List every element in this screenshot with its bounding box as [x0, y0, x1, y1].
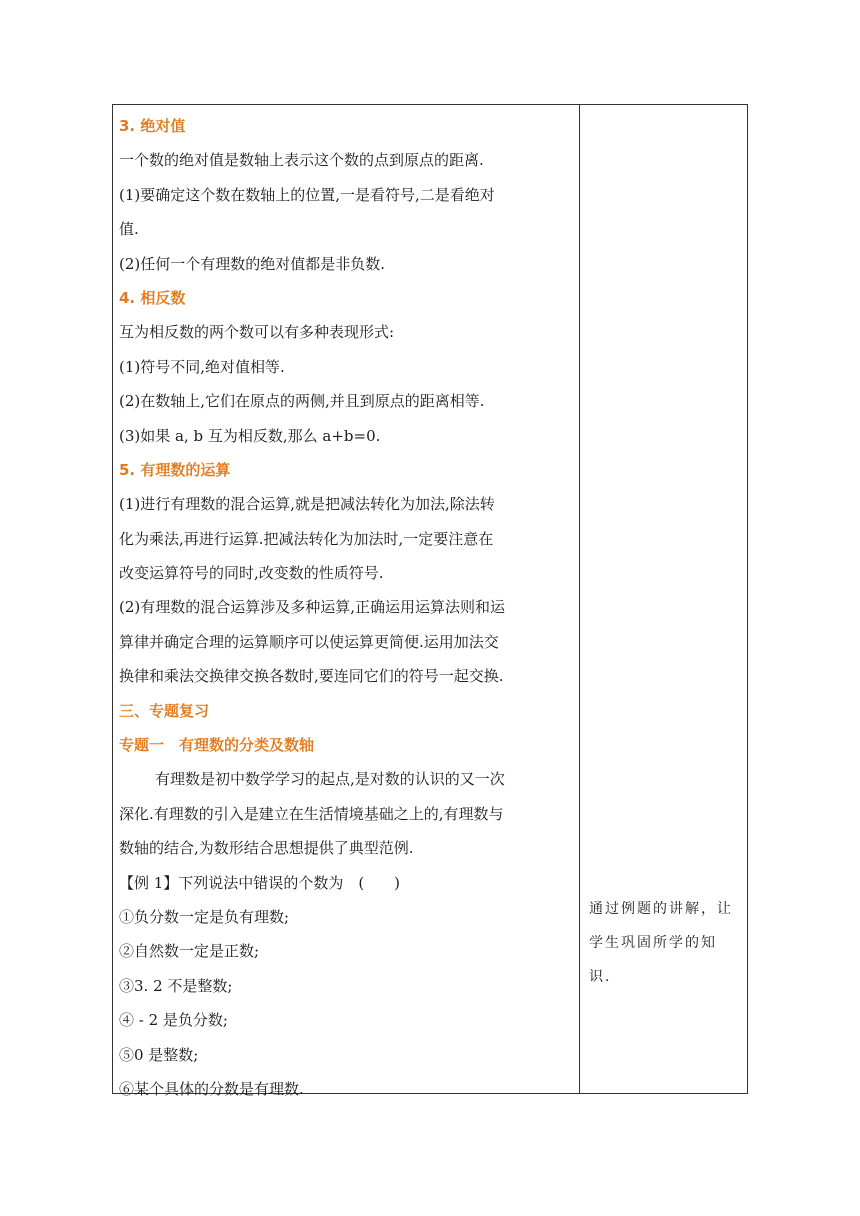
section-heading: 4. 相反数 — [119, 288, 186, 307]
text-line: 互为相反数的两个数可以有多种表现形式: — [119, 323, 395, 342]
content-column — [119, 109, 575, 1106]
section-heading: 专题一 有理数的分类及数轴 — [119, 736, 315, 755]
text-line: ②自然数一定是正数; — [119, 942, 260, 961]
note-line: 通过例题的讲解，让 — [589, 901, 733, 917]
text-line: 改变运算符号的同时,改变数的性质符号. — [119, 564, 384, 583]
text-line: (1)符号不同,绝对值相等. — [119, 357, 285, 376]
text-line: (1)进行有理数的混合运算,就是把减法转化为加法,除法转 — [119, 495, 495, 514]
note-line: 识. — [589, 969, 612, 985]
text-line: ④ - 2 是负分数; — [119, 1011, 228, 1030]
text-line: 数轴的结合,为数形结合思想提供了典型范例. — [119, 839, 414, 858]
section-heading: 3. 绝对值 — [119, 117, 186, 135]
section-heading: 三、专题复习 — [119, 701, 210, 720]
section-heading: 5. 有理数的运算 — [119, 460, 231, 479]
text-line: 一个数的绝对值是数轴上表示这个数的点到原点的距离. — [119, 151, 484, 170]
text-line: 深化.有理数的引入是建立在生活情境基础之上的,有理数与 — [119, 804, 504, 823]
text-line: (1)要确定这个数在数轴上的位置,一是看符号,二是看绝对 — [119, 185, 495, 204]
text-line: (2)有理数的混合运算涉及多种运算,正确运用运算法则和运 — [119, 598, 506, 617]
text-line: 值. — [119, 220, 139, 239]
text-line: 有理数是初中数学学习的起点,是对数的认识的又一次 — [155, 770, 505, 789]
text-line: (2)在数轴上,它们在原点的两侧,并且到原点的距离相等. — [119, 392, 485, 411]
text-line: 【例 1】下列说法中错误的个数为 ( ) — [119, 873, 401, 892]
text-line: (3)如果 a, b 互为相反数,那么 a+b=0. — [119, 426, 381, 445]
text-line: 化为乘法,再进行运算.把减法转化为加法时,一定要注意在 — [119, 529, 494, 548]
text-line: (2)任何一个有理数的绝对值都是非负数. — [119, 254, 386, 273]
text-line: ⑤0 是整数; — [119, 1045, 199, 1064]
text-line: ⑥某个具体的分数是有理数. — [119, 1079, 304, 1098]
text-line: 换律和乘法交换律交换各数时,要连同它们的符号一起交换. — [119, 667, 504, 686]
text-line: 算律并确定合理的运算顺序可以使运算更简便.运用加法交 — [119, 632, 499, 651]
notes-column — [589, 892, 739, 994]
lesson-table — [112, 104, 748, 1098]
text-line: ③3. 2 不是整数; — [119, 976, 233, 995]
note-line: 学生巩固所学的知 — [589, 935, 717, 951]
column-divider — [579, 105, 580, 1093]
text-line: ①负分数一定是负有理数; — [119, 907, 290, 926]
